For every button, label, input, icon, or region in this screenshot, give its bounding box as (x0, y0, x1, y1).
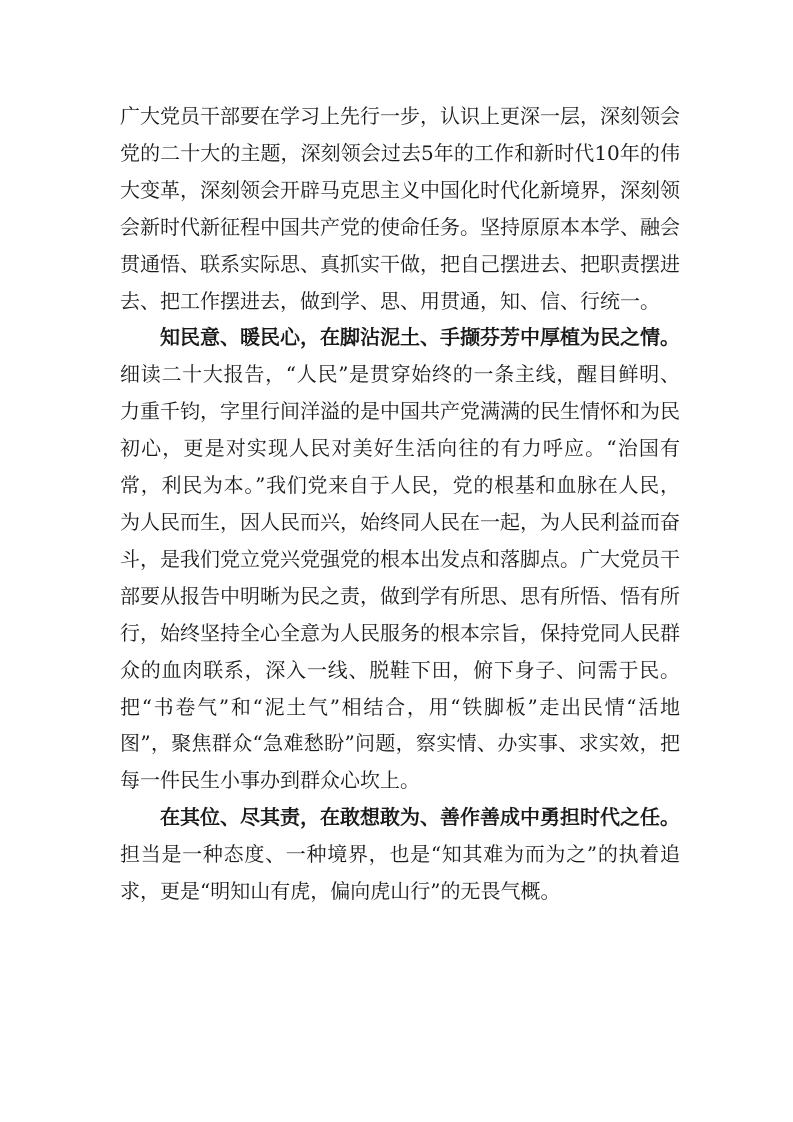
paragraph-1-text: 广大党员干部要在学习上先行一步，认识上更深一层，深刻领会党的二十大的主题，深刻领会过去5年的工作和新时代10年的伟大变革，深刻领会开辟马克思主义中国化时代化新境界，深刻领会新时代新征程中国共产党的使命任务。坚持原原本本学、融会贯通悟、联系实际思、真抓实干做，把自己摆进去、把职责摆进去、把工作摆进去，做到学、思、用贯通，知、信、行统一。 (120, 104, 680, 313)
paragraph-3-text: 担当是一种态度、一种境界，也是“知其难为而为之”的执着追求，更是“明知山有虎，偏向虎山行”的无畏气概。 (120, 842, 680, 904)
paragraph-3-heading: 在其位、尽其责，在敢想敢为、善作善成中勇担时代之任。 (160, 805, 680, 830)
paragraph-2 (120, 319, 680, 799)
paragraph-2-heading: 知民意、暖民心，在脚沾泥土、手撷芬芳中厚植为民之情。 (160, 325, 680, 350)
paragraph-3 (120, 799, 680, 910)
document-page (120, 98, 680, 910)
paragraph-1 (120, 98, 680, 319)
paragraph-2-text: 细读二十大报告，“人民”是贯穿始终的一条主线，醒目鲜明、力重千钧，字里行间洋溢的是中国共产党满满的民生情怀和为民初心，更是对实现人民对美好生活向往的有力呼应。“治国有常，利民为本。”我们党来自于人民，党的根基和血脉在人民，为人民而生，因人民而兴，始终同人民在一起，为人民利益而奋斗，是我们党立党兴党强党的根本出发点和落脚点。广大党员干部要从报告中明晰为民之责，做到学有所思、思有所悟、悟有所行，始终坚持全心全意为人民服务的根本宗旨，保持党同人民群众的血肉联系，深入一线、脱鞋下田，俯下身子、问需于民。把“书卷气”和“泥土气”相结合，用“铁脚板”走出民情“活地图”，聚焦群众“急难愁盼”问题，察实情、办实事、求实效，把每一件民生小事办到群众心坎上。 (120, 362, 680, 793)
